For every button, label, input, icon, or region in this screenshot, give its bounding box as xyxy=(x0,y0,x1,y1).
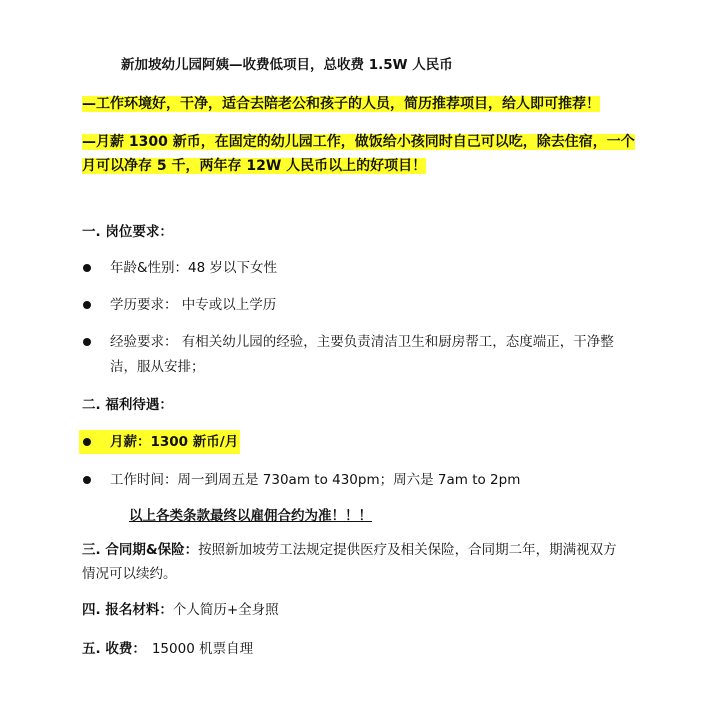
section-3 xyxy=(82,540,617,560)
section-3-heading: 三. 合同期&保险： xyxy=(82,542,199,558)
section-2-heading: 二. 福利待遇： xyxy=(82,397,173,413)
bullet-icon xyxy=(83,338,91,346)
section-5-text: 15000 机票自理 xyxy=(151,641,254,657)
list-item-age-gender: 年龄&性别：48 岁以下女性 xyxy=(110,260,277,276)
bullet-icon xyxy=(83,476,91,484)
section-4-heading: 四. 报名材料： xyxy=(82,602,173,618)
intro-line-2b-text: 月可以净存 5 千，两年存 12W 人民币以上的好项目！ xyxy=(82,158,427,174)
document-title: 新加坡幼儿园阿姨—收费低项目，总收费 1.5W 人民币 xyxy=(121,57,453,73)
bullet-icon xyxy=(83,301,91,309)
list-item-experience: 经验要求： 有相关幼儿园的经验，主要负责清洁卫生和厨房帮工，态度端正，干净整 xyxy=(110,334,614,350)
list-item-education: 学历要求： 中专或以上学历 xyxy=(110,297,277,313)
section-5 xyxy=(82,639,253,659)
intro-line-2a xyxy=(82,131,641,153)
list-item-work-hours: 工作时间：周一到周五是 730am to 430pm；周六是 7am to 2pm xyxy=(110,472,521,488)
section-4-text: 个人简历+全身照 xyxy=(172,602,279,618)
intro-line-2a-text: —月薪 1300 新币，在固定的幼儿园工作，做饭给小孩同时自己可以吃，除去住宿，一个 xyxy=(82,134,635,150)
section-4 xyxy=(82,600,279,620)
bullet-icon xyxy=(83,438,91,446)
section-5-heading: 五. 收费： xyxy=(82,641,146,657)
section-3-text: 按照新加坡劳工法规定提供医疗及相关保险，合同期二年，期满视双方 xyxy=(198,542,617,558)
intro-line-1-text: —工作环境好，干净，适合去陪老公和孩子的人员，简历推荐项目，给人即可推荐！ xyxy=(82,96,600,112)
intro-line-2b xyxy=(82,155,432,177)
section-3-cont: 情况可以续约。 xyxy=(82,566,177,582)
intro-line-1 xyxy=(82,93,606,115)
section-1-heading: 一. 岗位要求： xyxy=(82,224,173,240)
terms-notice: 以上各类条款最终以雇佣合约为准！！！ xyxy=(129,508,372,524)
list-item-experience-cont: 洁，服从安排； xyxy=(110,359,205,375)
bullet-icon xyxy=(83,264,91,272)
list-item-salary: 月薪：1300 新币/月 xyxy=(110,434,239,450)
